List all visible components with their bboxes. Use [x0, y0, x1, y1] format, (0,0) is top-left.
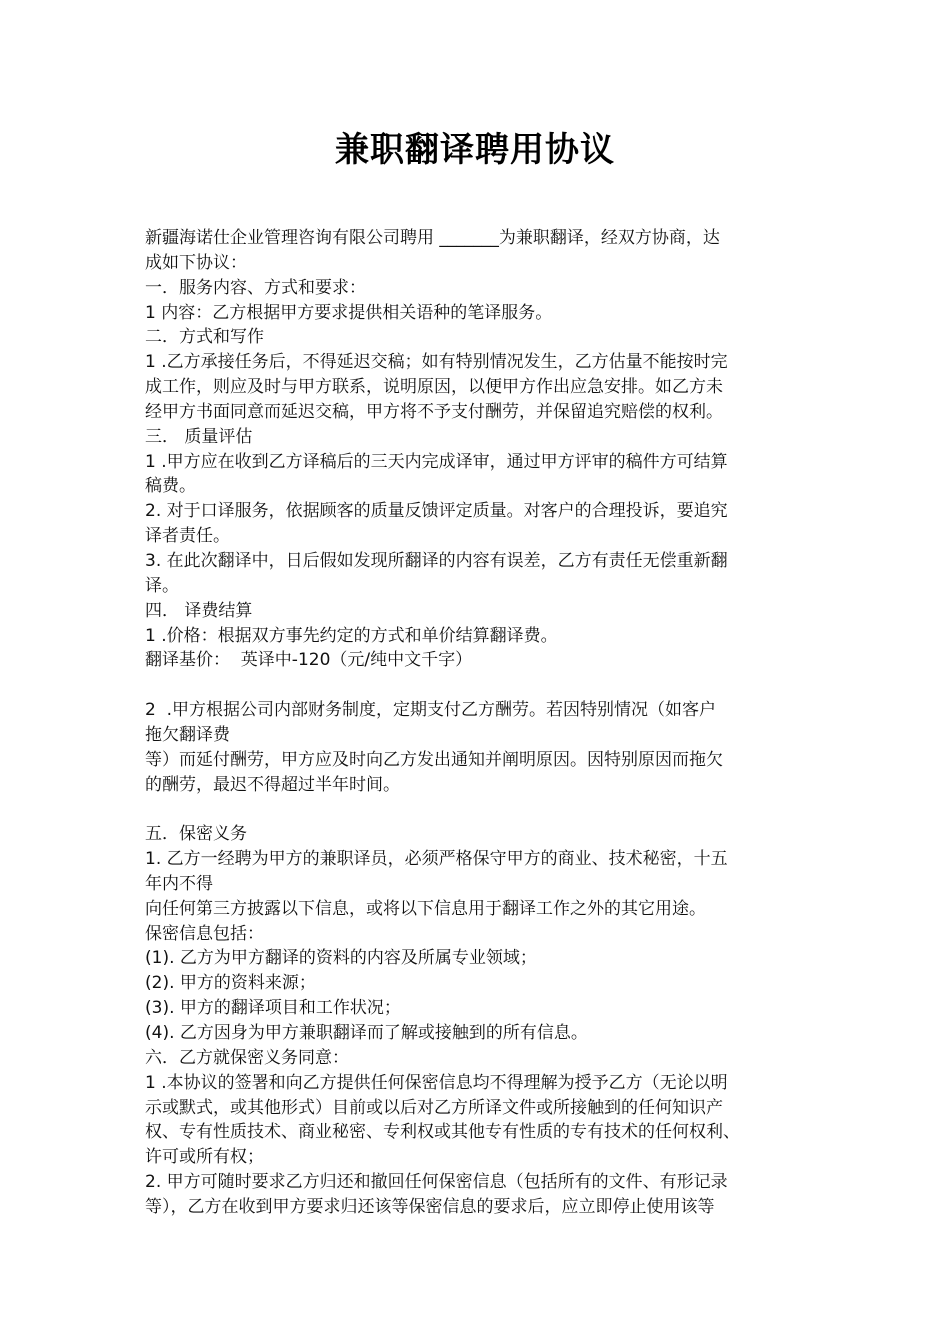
document-line: 三． 质量评估 — [145, 426, 253, 447]
document-line: 译。 — [145, 575, 179, 596]
document-line: 保密信息包括： — [145, 923, 264, 944]
document-line: 成工作，则应及时与甲方联系，说明原因，以便甲方作出应急安排。如乙方未 — [145, 377, 723, 398]
document-line: 1 内容：乙方根据甲方要求提供相关语种的笔译服务。 — [145, 302, 553, 323]
document-line: 五．保密义务 — [145, 824, 247, 845]
document-line: (4). 乙方因身为甲方兼职翻译而了解或接触到的所有信息。 — [145, 1023, 588, 1043]
document-line: 翻译基价： 英译中-120（元/纯中文千字） — [145, 650, 473, 671]
document-line: 等）而延付酬劳，甲方应及时向乙方发出通知并阐明原因。因特别原因而拖欠 — [145, 749, 723, 770]
document-line: 许可或所有权； — [145, 1147, 264, 1168]
document-body — [145, 226, 810, 1220]
document-line: 2. 甲方可随时要求乙方归还和撤回任何保密信息（包括所有的文件、有形记录 — [145, 1172, 728, 1193]
document-line: 1. 乙方一经聘为甲方的兼职译员，必须严格保守甲方的商业、技术秘密，十五 — [145, 849, 728, 870]
document-line: 权、专有性质技术、商业秘密、专利权或其他专有性质的专有技术的任何权利、 — [145, 1122, 740, 1143]
document-line: 2 .甲方根据公司内部财务制度，定期支付乙方酬劳。若因特别情况（如客户 — [145, 700, 717, 721]
document-line: 1 .本协议的签署和向乙方提供任何保密信息均不得理解为授予乙方（无论以明 — [145, 1072, 728, 1093]
document-line: 2. 对于口译服务，依据顾客的质量反馈评定质量。对客户的合理投诉，要追究 — [145, 501, 728, 522]
document-line: 1 .乙方承接任务后，不得延迟交稿；如有特别情况发生，乙方估量不能按时完 — [145, 352, 728, 373]
document-line: (2). 甲方的资料来源； — [145, 973, 316, 994]
document-line: 六．乙方就保密义务同意： — [145, 1047, 349, 1068]
document-line: 3. 在此次翻译中，日后假如发现所翻译的内容有误差，乙方有责任无偿重新翻 — [145, 550, 728, 571]
document-line: 译者责任。 — [145, 526, 230, 547]
document-line: 经甲方书面同意而延迟交稿，甲方将不予支付酬劳，并保留追究赔偿的权利。 — [145, 401, 723, 422]
document-line: 向任何第三方披露以下信息，或将以下信息用于翻译工作之外的其它用途。 — [145, 898, 706, 919]
document-line: (3). 甲方的翻译项目和工作状况； — [145, 998, 401, 1019]
document-line: 示或默式，或其他形式）目前或以后对乙方所译文件或所接触到的任何知识产 — [145, 1097, 723, 1118]
document-line: 成如下协议： — [145, 252, 247, 273]
document-line: 1 .价格：根据双方事先约定的方式和单价结算翻译费。 — [145, 625, 558, 646]
document-line: 等），乙方在收到甲方要求归还该等保密信息的要求后，应立即停止使用该等 — [145, 1196, 715, 1217]
document-line: 一．服务内容、方式和要求： — [145, 277, 366, 298]
document-line: 1 .甲方应在收到乙方译稿后的三天内完成译审，通过甲方评审的稿件方可结算 — [145, 451, 728, 472]
document-line: 新疆海诺仕企业管理咨询有限公司聘用 _______为兼职翻译，经双方协商，达 — [145, 228, 720, 248]
blank-line — [145, 797, 810, 822]
document-line: (1). 乙方为甲方翻译的资料的内容及所属专业领域； — [145, 948, 537, 969]
document-line: 拖欠翻译费 — [145, 724, 230, 745]
document-line: 年内不得 — [145, 873, 213, 894]
document-line: 稿费。 — [145, 476, 196, 497]
document-title: 兼职翻译聘用协议 — [335, 130, 615, 170]
document-line: 四． 译费结算 — [145, 600, 253, 621]
blank-line — [145, 673, 810, 698]
document-line: 的酬劳，最迟不得超过半年时间。 — [145, 774, 400, 795]
document-line: 二．方式和写作 — [145, 327, 264, 348]
